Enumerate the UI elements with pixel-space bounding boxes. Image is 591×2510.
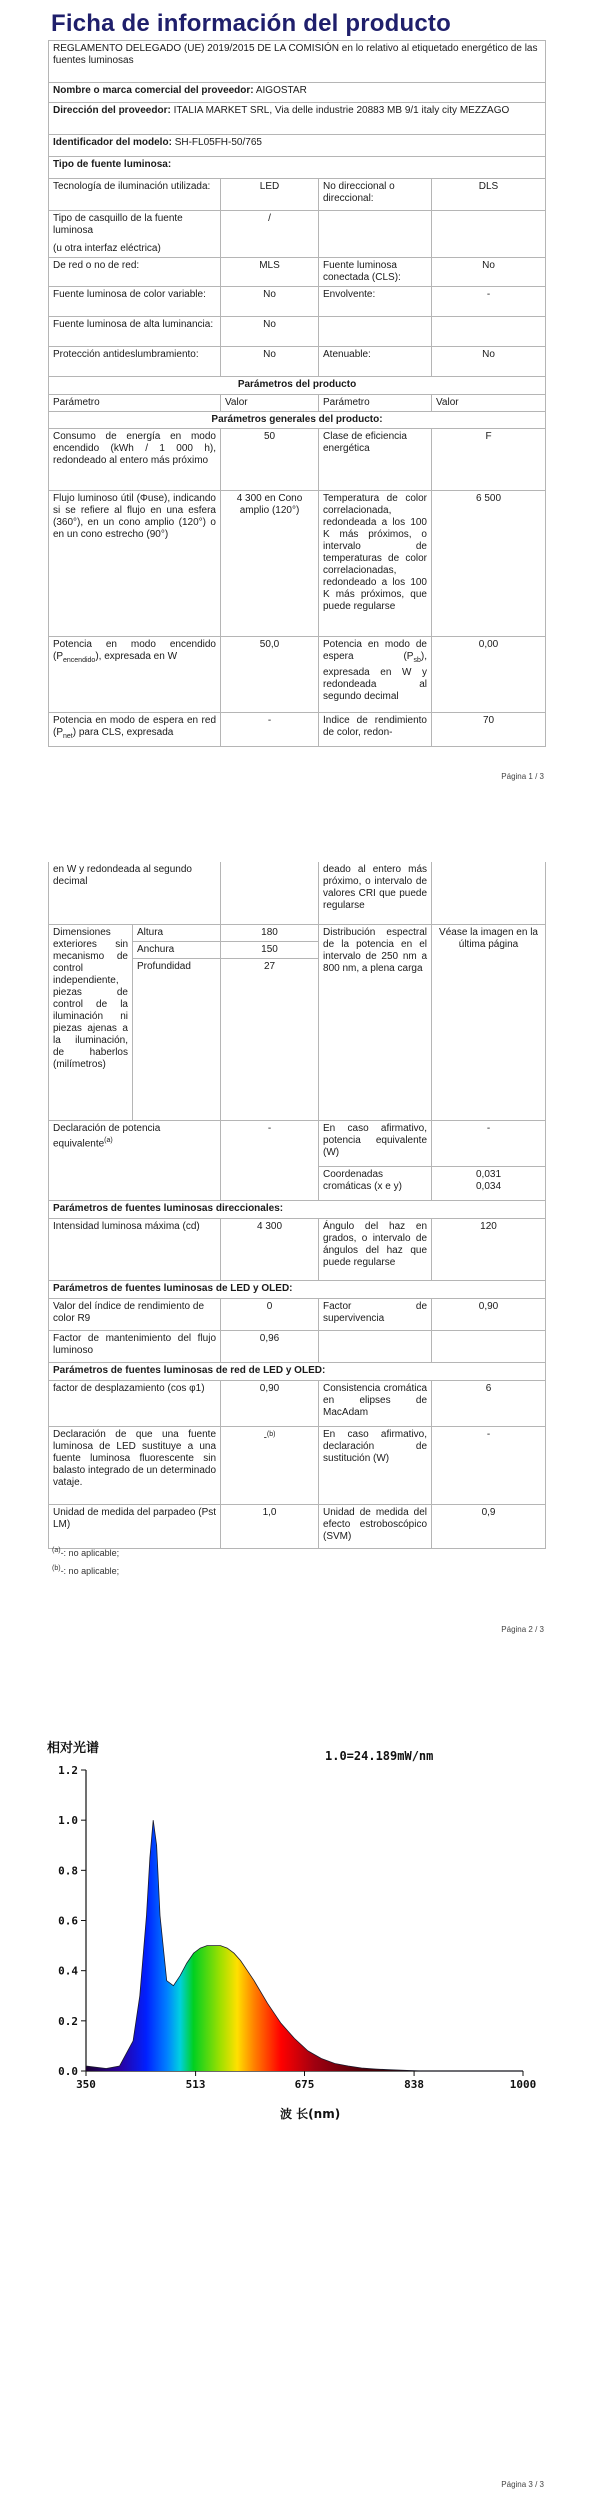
class-label: Clase de eficiencia energética [319,429,432,491]
page-number: Página 1 / 3 [501,772,544,781]
height-value: 180 [221,924,319,941]
page-title: Ficha de información del producto [51,10,451,37]
phi-value: 0,90 [221,1380,319,1426]
macadam-value: 6 [432,1380,546,1426]
page-number: Página 3 / 3 [501,2480,544,2489]
dimmable-value: No [432,347,546,377]
y-tick-label: 1.2 [58,1764,78,1777]
led-heading: Parámetros de fuentes luminosas de LED y OLED: [49,1280,546,1298]
power-value: 50,0 [221,637,319,713]
flux-label: Flujo luminoso útil (Φuse), indicando si se refiere al flujo en una esfera (360°), en un cono amplio (120°) o en un cono estrecho (90°) [49,491,221,637]
cont-right: deado al entero más próximo, o intervalo de valores CRI que puede regularse [319,862,432,924]
spectrum-area [86,1820,523,2071]
col-value-1: Valor [221,395,319,412]
x-tick-label: 350 [76,2078,96,2091]
antiglare-label: Protección antideslumbramiento: [49,347,221,377]
cri-value: 70 [432,713,546,747]
mains-value: MLS [221,258,319,287]
regulation-text: REGLAMENTO DELEGADO (UE) 2019/2015 DE LA COMISIÓN en lo relativo al etiquetado energético de las fuentes luminosas [49,41,546,83]
power-label: Potencia en modo encendido $(P_{encendido})$, expresada en W [49,637,221,713]
hilum-value: No [221,317,319,347]
height-label: Altura [133,924,221,941]
y-tick-label: 0.0 [58,2065,78,2078]
replace-label: Declaración de que una fuente luminosa de LED sustituye a una fuente luminosa fluorescente sin balasto integrado de un determinado vataje. [49,1426,221,1504]
depth-value: 27 [221,958,319,1120]
y-tick-label: 1.0 [58,1814,78,1828]
maint-label: Factor de mantenimiento del flujo luminoso [49,1330,221,1362]
beam-label: Ángulo del haz en grados, o intervalo de ángulos del haz que puede regularse [319,1218,432,1280]
x-tick-label: 1000 [509,2078,537,2091]
strobe-value: 0,9 [432,1504,546,1548]
mains-label: De red o no de red: [49,258,221,287]
page-2 [0,850,591,1640]
chroma-value: 0,031 0,034 [432,1166,546,1200]
chart-xlabel: 波 长(nm) [280,2107,341,2121]
beam-value: 120 [432,1218,546,1280]
class-value: F [432,429,546,491]
x-tick-label: 838 [404,2078,425,2091]
equiv-w-value: - [432,1120,546,1166]
envelope-label: Envolvente: [319,287,432,317]
standby-value: 0,00 [432,637,546,713]
peak-value: 4 300 [221,1218,319,1280]
mains-led-heading: Parámetros de fuentes luminosas de red de LED y OLED: [49,1362,546,1380]
flicker-value: 1,0 [221,1504,319,1548]
y-tick-label: 0.8 [58,1864,78,1878]
chroma-label: Coordenadas cromáticas (x e y) [319,1166,432,1200]
cri-label: Índice de rendimiento de color, redon- [319,713,432,747]
x-tick-label: 513 [185,2078,206,2091]
equiv-value: - [221,1120,319,1200]
width-label: Anchura [133,941,221,958]
survival-label: Factor de supervivencia [319,1298,432,1330]
peak-label: Intensidad luminosa máxima (cd) [49,1218,221,1280]
footnotes [52,1543,119,1579]
product-info-table [48,40,546,747]
page-3 [0,1700,591,2510]
maint-value: 0,96 [221,1330,319,1362]
colour-label: Fuente luminosa de color variable: [49,287,221,317]
energy-value: 50 [221,429,319,491]
nondir-label: No direccional o direccional: [319,179,432,211]
cct-label: Temperatura de color correlacionada, redondeada a los 100 K más próximos, o intervalo de temperaturas de color correlacionadas, redondeado a los 100 K más próximos, que puede regularse [319,491,432,637]
width-value: 150 [221,941,319,958]
replace-value: -$^{(b)}$ [221,1426,319,1504]
cct-value: 6 500 [432,491,546,637]
replace-w-label: En caso afirmativo, declaración de sustitución (W) [319,1426,432,1504]
antiglare-value: No [221,347,319,377]
standby-label: Potencia en modo de espera $(P_{sb})$, expresada en W y redondeada al segundo decimal [319,637,432,713]
supplier-row: Nombre o marca comercial del proveedor: AIGOSTAR [49,83,546,103]
connected-label: Fuente luminosa conectada (CLS): [319,258,432,287]
col-param-1: Parámetro [49,395,221,412]
x-tick-label: 675 [294,2078,315,2091]
hilum-label: Fuente luminosa de alta luminancia: [49,317,221,347]
dims-label: Dimensiones exteriores sin mecanismo de control independiente, piezas de control de la iluminación ni piezas ajenas a la iluminación, de haberlos (milímetros) [49,924,133,1120]
product-info-table-cont [48,862,546,1549]
dimmable-label: Atenuable: [319,347,432,377]
replace-w-value: - [432,1426,546,1504]
page-number: Página 2 / 3 [501,1625,544,1634]
depth-label: Profundidad [133,958,221,1120]
tech-value: LED [221,179,319,211]
y-tick-label: 0.2 [58,2014,78,2028]
spd-value: Véase la imagen en la última página [432,924,546,1120]
y-tick-label: 0.4 [58,1964,78,1978]
spd-label: Distribución espectral de la potencia en el intervalo de 250 nm a 800 nm, a plena carga [319,924,432,1120]
r9-value: 0 [221,1298,319,1330]
col-param-2: Parámetro [319,395,432,412]
macadam-label: Consistencia cromática en elipses de MacAdam [319,1380,432,1426]
envelope-value: - [432,287,546,317]
chart-title: 相对光谱 [47,1741,100,1756]
phi-label: factor de desplazamiento (cos φ1) [49,1380,221,1426]
cap-label: Tipo de casquillo de la fuente luminosa (u otra interfaz eléctrica) [49,211,221,258]
r9-label: Valor del índice de rendimiento de color R9 [49,1298,221,1330]
netstandby-value: - [221,713,319,747]
params-heading: Parámetros del producto [49,377,546,395]
connected-value: No [432,258,546,287]
netstandby-label: Potencia en modo de espera en red $(P_{net})$ para CLS, expresada [49,713,221,747]
col-value-2: Valor [432,395,546,412]
equiv-label: Declaración de potencia equivalente$^{(a)}$ [49,1120,221,1200]
energy-label: Consumo de energía en modo encendido (kWh / 1 000 h), redondeado al entero más próximo [49,429,221,491]
equiv-w-label: En caso afirmativo, potencia equivalente (W) [319,1120,432,1166]
flicker-label: Unidad de medida del parpadeo (Pst LM) [49,1504,221,1548]
y-tick-label: 0.6 [58,1914,78,1928]
general-heading: Parámetros generales del producto: [49,412,546,429]
footnote-a: $^{(a)}$-: no aplicable; [52,1547,120,1558]
strobe-label: Unidad de medida del efecto estroboscópico (SVM) [319,1504,432,1548]
footnote-b: $^{(b)}$-: no aplicable; [52,1565,120,1576]
address-row: Dirección del proveedor: ITALIA MARKET SRL, Via delle industrie 20883 MB 9/1 italy city MEZZAGO [49,103,546,135]
colour-value: No [221,287,319,317]
nondir-value: DLS [432,179,546,211]
page-1 [0,0,591,790]
flux-value: 4 300 en Cono amplio (120°) [221,491,319,637]
source-type-heading: Tipo de fuente luminosa: [49,157,546,179]
directional-heading: Parámetros de fuentes luminosas direccionales: [49,1200,546,1218]
cont-left: en W y redondeada al segundo decimal [49,862,221,924]
tech-label: Tecnología de iluminación utilizada: [49,179,221,211]
chart-annotation: 1.0=24.189mW/nm [325,1749,434,1763]
spectrum-chart [0,1730,591,2130]
model-row: Identificador del modelo: SH-FL05FH-50/765 [49,135,546,157]
survival-value: 0,90 [432,1298,546,1330]
cap-value: / [221,211,319,258]
